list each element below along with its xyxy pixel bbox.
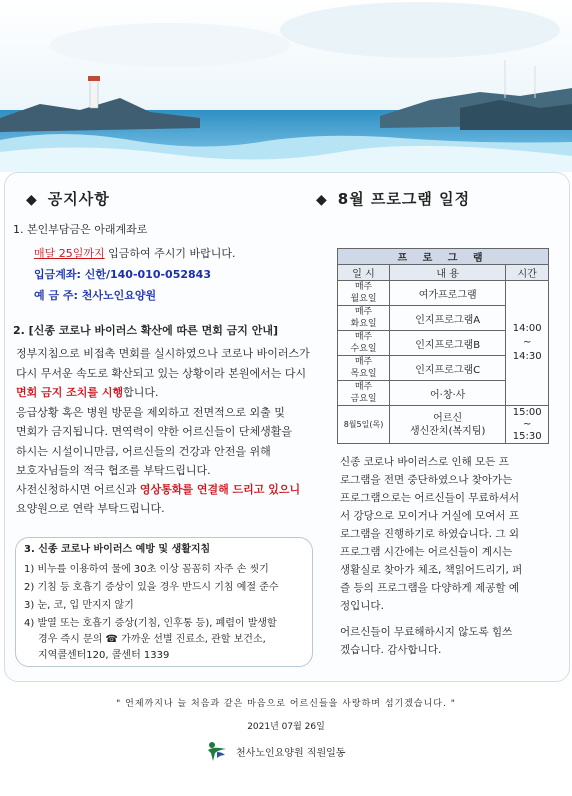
prevention-heading: 3. 신종 코로나 바이러스 예방 및 생활지침	[24, 544, 211, 555]
payment-due-date: 매달 25일까지	[34, 247, 105, 260]
prevention-item: 지역콜센터120, 콜센터 1339	[38, 650, 170, 661]
program-desc-line: 겠습니다. 감사합니다.	[340, 644, 442, 656]
column-header-day: 일 시	[338, 265, 390, 281]
program-cell: 인지프로그램B	[390, 331, 506, 356]
table-row	[338, 406, 549, 444]
time-cell	[506, 281, 549, 406]
day-week: 매주	[354, 332, 373, 342]
item2-line3-rest: 합니다.	[123, 386, 159, 399]
program-desc-line: 즐 등의 프로그램을 다양하게 제공할 예	[340, 582, 519, 594]
day-name: 화요일	[350, 319, 377, 329]
time-sep: ~	[522, 418, 532, 430]
notice-item1-line2	[34, 246, 236, 262]
program-cell: 인지프로그램C	[390, 356, 506, 381]
program-desc-line: 프로그램 시간에는 어르신들이 계시는	[340, 546, 513, 558]
video-call-notice: 영상통화를 연결해 드리고 있으니	[139, 483, 301, 496]
notice-title-text: 공지사항	[47, 190, 110, 208]
program-cell: 여가프로그램	[390, 281, 506, 306]
special-program-line2: 생신잔치(복지팀)	[409, 425, 486, 437]
item2-paragraph-line	[16, 385, 159, 401]
item2-paragraph-line: 보호자님들의 적극 협조를 부탁드립니다.	[16, 464, 211, 477]
day-cell	[338, 356, 390, 381]
item2-paragraph-line: 정부지침으로 비접촉 면회를 실시하였으나 코로나 바이러스가	[16, 347, 310, 360]
time-start: 15:00	[512, 406, 542, 418]
day-name: 수요일	[350, 344, 377, 354]
diamond-icon: ◆	[26, 192, 38, 208]
special-program-line1: 어르신	[433, 412, 463, 424]
footer-date: 2021년 07월 26일	[247, 722, 325, 732]
notice-item2-heading: 2. [신종 코로나 바이러스 확산에 따른 면회 금지 안내]	[13, 324, 279, 337]
table-row	[338, 281, 549, 306]
item2-paragraph-line: 다시 무서운 속도로 확산되고 있는 상황이라 본원에서는 다시	[16, 367, 307, 380]
item1-line2-text: 입금하여 주시기 바랍니다.	[104, 247, 236, 260]
day-name: 목요일	[350, 369, 377, 379]
day-week: 매주	[354, 357, 373, 367]
bank-account: 입금계좌: 신한/140-010-052843	[34, 268, 211, 281]
program-desc-line: 어르신들이 무료해하시지 않도록 힘쓰	[340, 626, 513, 638]
time-end: 14:30	[512, 351, 542, 362]
program-desc-line: 생활실로 찾아가 체조, 책읽어드리기, 퍼	[340, 564, 523, 576]
time-sep: ~	[522, 337, 532, 348]
day-week: 매주	[354, 307, 373, 317]
angel-logo-icon	[206, 740, 228, 762]
seascape-illustration	[0, 0, 572, 172]
program-desc-line: 로그램을 전면 중단하였으나 찾아가는	[340, 474, 513, 486]
visit-ban-notice: 면회 금지 조치를 시행	[16, 386, 124, 399]
time-start: 14:00	[512, 323, 542, 334]
footer-organization	[206, 740, 345, 762]
day-cell	[338, 306, 390, 331]
column-header-content: 내 용	[390, 265, 506, 281]
special-program-cell	[390, 406, 506, 444]
notice-section-title	[26, 188, 110, 209]
footer-quote: " 언제까지나 늘 처음과 같은 마음으로 어르신들을 사랑하며 섬기겠습니다. "	[116, 699, 456, 709]
table-title: 프 로 그 램	[338, 249, 549, 265]
program-desc-line: 정입니다.	[340, 600, 384, 612]
day-name: 월요일	[350, 294, 377, 304]
diamond-icon: ◆	[316, 192, 328, 208]
program-desc-line: 프로그램으로는 어르신들이 무료하셔서	[340, 492, 520, 504]
time-end: 15:30	[512, 430, 542, 442]
column-header-time: 시간	[506, 265, 549, 281]
prevention-item: 4) 발열 또는 호흡기 증상(기침, 인후통 등), 폐렴이 발생할	[24, 618, 277, 629]
day-week: 매주	[354, 282, 373, 292]
program-title-text: 8월 프로그램 일정	[337, 190, 471, 208]
program-desc-line: 서 강당으로 모이거나 거실에 모여서 프	[340, 510, 519, 522]
day-week: 매주	[354, 382, 373, 392]
day-cell	[338, 281, 390, 306]
program-desc-line: 로그램을 진행하기로 하였습니다. 그 외	[340, 528, 519, 540]
program-schedule-table	[337, 248, 549, 444]
program-section-title	[316, 188, 470, 209]
day-name: 금요일	[350, 394, 377, 404]
account-holder: 예 금 주: 천사노인요양원	[34, 289, 157, 302]
program-cell: 인지프로그램A	[390, 306, 506, 331]
item2-paragraph-line: 하시는 시설이니만큼, 어르신들의 건강과 안전을 위해	[16, 445, 271, 458]
item2-paragraph-line: 응급상황 혹은 병원 방문을 제외하고 전면적으로 외출 및	[16, 406, 285, 419]
organization-name: 천사노인요양원 직원일동	[236, 747, 346, 759]
item2-paragraph-line	[16, 482, 300, 498]
item1-text: 본인부담금은 아래계좌로	[27, 223, 148, 236]
day-cell	[338, 381, 390, 406]
special-day-cell: 8월5일(목)	[338, 406, 390, 444]
header-banner	[0, 0, 572, 172]
prevention-item: 1) 비누를 이용하여 물에 30초 이상 꼼꼼히 자주 손 씻기	[24, 564, 269, 575]
prevention-item: 경우 즉시 문의 ☎ 가까운 선별 진료소, 관할 보건소,	[38, 634, 266, 645]
program-cell: 어·창·사	[390, 381, 506, 406]
item1-number: 1.	[13, 223, 24, 236]
item2-paragraph-line: 요양원으로 연락 부탁드립니다.	[16, 502, 165, 515]
day-cell	[338, 331, 390, 356]
item2-paragraph-line: 면회가 금지됩니다. 면역력이 약한 어르신들이 단체생활을	[16, 425, 293, 438]
prevention-item: 3) 눈, 코, 입 만지지 않기	[24, 600, 134, 611]
prevention-item: 2) 기침 등 호흡기 증상이 있을 경우 반드시 기침 예절 준수	[24, 582, 279, 593]
program-desc-line: 신종 코로나 바이러스로 인해 모든 프	[340, 456, 509, 468]
item2-line8-text: 사전신청하시면 어르신과	[16, 483, 140, 496]
notice-item1-line1	[13, 222, 147, 238]
time-cell	[506, 406, 549, 444]
